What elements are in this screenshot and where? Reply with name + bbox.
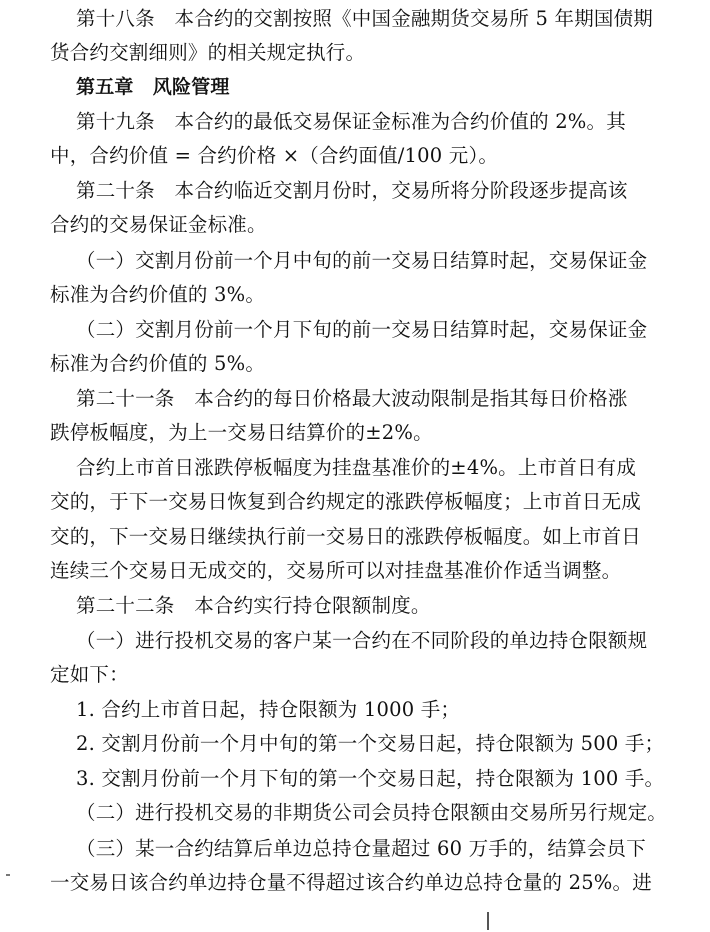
chapter-heading: 第五章 风险管理: [76, 76, 230, 98]
text-line: （三）某一合约结算后单边总持仓量超过 60 万手的，结算会员下: [76, 837, 646, 860]
text-line: 合约的交易保证金标准。: [50, 213, 267, 236]
text-line: 跌停板幅度，为上一交易日结算价的±2%。: [50, 421, 433, 444]
list-item: 3. 交割月份前一个月下旬的第一个交易日起，持仓限额为 100 手。: [76, 767, 665, 790]
text-line: 标准为合约价值的 5%。: [50, 352, 266, 375]
text-line: （二）交割月份前一个月下旬的前一交易日结算时起，交易保证金: [76, 318, 648, 341]
text-line: 定如下：: [50, 663, 129, 686]
list-item: 2. 交割月份前一个月中旬的第一个交易日起，持仓限额为 500 手；: [76, 732, 665, 755]
text-line: 第二十二条 本合约实行持仓限额制度。: [76, 594, 431, 617]
text-line: 货合约交割细则》的相关规定执行。: [50, 41, 366, 64]
text-line: （二）进行投机交易的非期货公司会员持仓限额由交易所另行规定。: [76, 801, 668, 824]
text-line: （一）进行投机交易的客户某一合约在不同阶段的单边持仓限额规: [76, 629, 648, 652]
text-line: 第十九条 本合约的最低交易保证金标准为合约价值的 2%。其: [76, 110, 626, 133]
text-line: 一交易日该合约单边持仓量不得超过该合约单边总持仓量的 25%。进: [50, 871, 652, 894]
scan-bottom-mark: [487, 912, 489, 930]
text-line: 连续三个交易日无成交的，交易所可以对挂盘基准价作适当调整。: [50, 559, 622, 582]
list-item: 1. 合约上市首日起，持仓限额为 1000 手；: [76, 698, 461, 721]
text-line: 交的，下一交易日继续执行前一交易日的涨跌停板幅度。如上市首日: [50, 525, 642, 548]
text-line: 第十八条 本合约的交割按照《中国金融期货交易所 5 年期国债期: [76, 7, 654, 30]
text-line: 第二十条 本合约临近交割月份时，交易所将分阶段逐步提高该: [76, 179, 628, 202]
text-line: 标准为合约价值的 3%。: [50, 283, 266, 306]
scan-margin-mark: [6, 874, 10, 876]
text-line: 交的，于下一交易日恢复到合约规定的涨跌停板幅度；上市首日无成: [50, 490, 642, 513]
text-line: 合约上市首日涨跌停板幅度为挂盘基准价的±4%。上市首日有成: [76, 456, 637, 479]
text-line: 第二十一条 本合约的每日价格最大波动限制是指其每日价格涨: [76, 387, 628, 410]
text-line: 中，合约价值 = 合约价格 ×（合约面值/100 元）。: [50, 144, 499, 167]
text-line: （一）交割月份前一个月中旬的前一交易日结算时起，交易保证金: [76, 249, 648, 272]
